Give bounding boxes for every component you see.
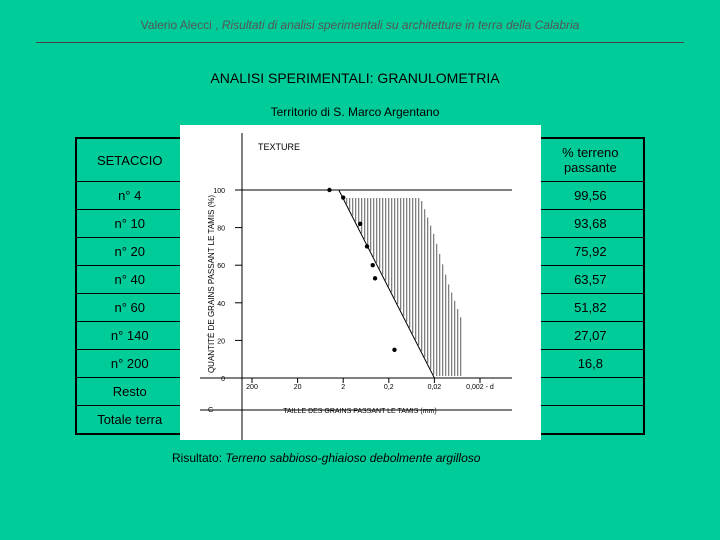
passing-cell	[537, 406, 644, 435]
sieve-cell: Resto	[76, 378, 183, 406]
result-line	[172, 451, 480, 465]
passing-cell: 63,57	[537, 266, 644, 294]
x-tick-label: 0,002 - d	[466, 384, 494, 391]
data-point	[373, 276, 377, 280]
slide-subtitle: Territorio di S. Marco Argentano	[270, 105, 440, 119]
data-point	[365, 244, 369, 248]
texture-chart	[180, 125, 541, 440]
y-tick-label: 40	[217, 300, 225, 308]
sieve-cell: n° 4	[76, 182, 183, 210]
data-point	[341, 195, 345, 199]
passing-cell	[537, 378, 644, 406]
sieve-cell: Totale terra	[76, 406, 183, 435]
y-tick-label: 0	[221, 376, 225, 383]
passing-cell: 99,56	[537, 182, 644, 210]
passing-cell: 16,8	[537, 350, 644, 378]
data-point	[358, 222, 362, 226]
y-tick-label: 100	[213, 188, 225, 195]
result-label: Risultato:	[172, 451, 223, 465]
slide-header	[0, 18, 720, 32]
data-point	[327, 188, 331, 192]
header-author: Valerio Alecci ,	[140, 18, 219, 32]
x-tick-label: 0,2	[383, 384, 394, 391]
sieve-cell: n° 40	[76, 266, 183, 294]
sieve-cell: n° 200	[76, 350, 183, 378]
y-tick-label: 20	[217, 338, 225, 346]
x-tick-label: 200	[246, 384, 258, 391]
sieve-cell: n° 10	[76, 210, 183, 238]
passing-cell: 27,07	[537, 322, 644, 350]
data-point	[392, 348, 396, 352]
texture-chart-svg	[180, 125, 541, 440]
y-tick-label: 60	[217, 263, 225, 271]
passing-cell: 93,68	[537, 210, 644, 238]
passing-cell: 51,82	[537, 294, 644, 322]
data-point	[371, 263, 375, 267]
x-tick-label: 2	[341, 384, 346, 391]
sieve-cell: n° 20	[76, 238, 183, 266]
header-divider	[36, 42, 684, 43]
x-axis-label: TAILLE DES GRAINS PASSANT LE TAMIS (mm)	[283, 408, 437, 415]
sieve-cell: n° 140	[76, 322, 183, 350]
passing-cell: 75,92	[537, 238, 644, 266]
sieve-cell: n° 60	[76, 294, 183, 322]
x-tick-label: 0,02	[427, 384, 442, 391]
chart-title: TEXTURE	[258, 142, 301, 152]
envelope-lower-curve	[339, 190, 462, 378]
y-tick-label: 80	[217, 225, 225, 233]
y-axis-label: QUANTITÉ DE GRAINS PASSANT LE TAMIS (%)	[207, 194, 216, 374]
corner-label: G	[208, 407, 214, 414]
header-text: Risultati di analisi sperimentali su architetture in terra della Calabria	[221, 18, 580, 32]
column-header-setaccio: SETACCIO	[76, 138, 183, 182]
column-header-passante: % terreno passante	[537, 138, 644, 182]
x-tick-label: 20	[293, 384, 302, 391]
result-text: Terreno sabbioso-ghiaioso debolmente argilloso	[225, 451, 481, 465]
slide-title: ANALISI SPERIMENTALI: GRANULOMETRIA	[210, 70, 500, 86]
